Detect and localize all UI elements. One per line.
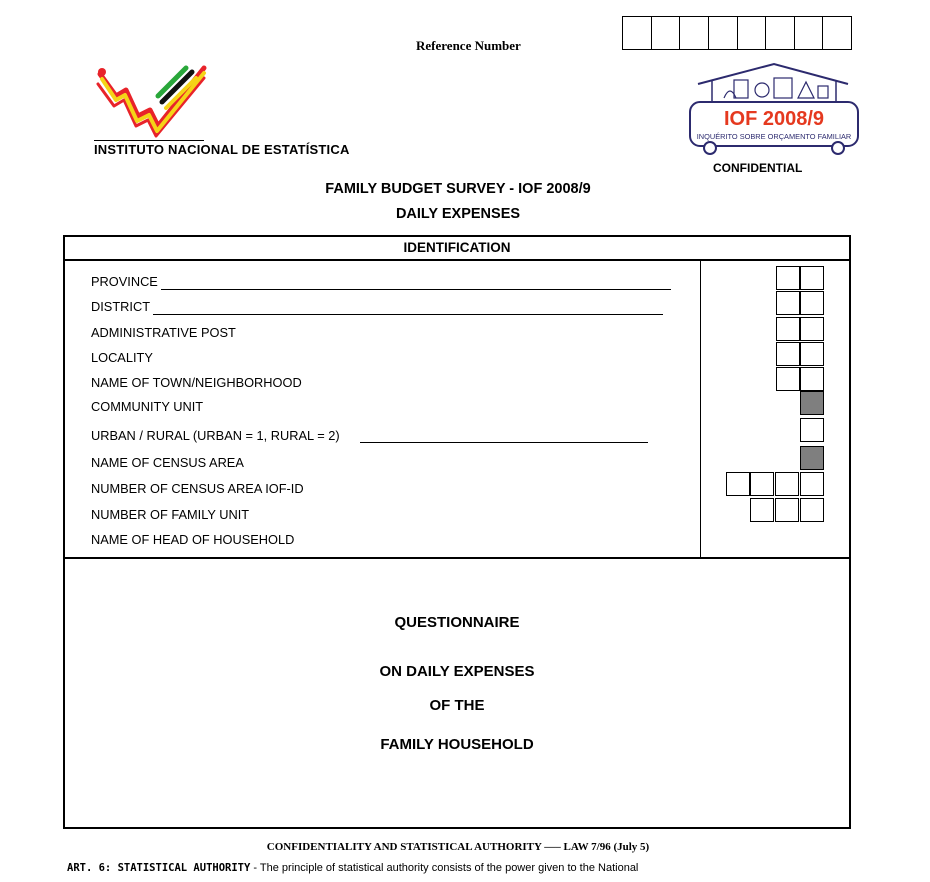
reference-number-label: Reference Number <box>416 38 521 53</box>
urban-rural-label: URBAN / RURAL (URBAN = 1, RURAL = 2) <box>91 428 340 443</box>
reference-digit-box[interactable] <box>680 17 709 49</box>
census-number-code-box[interactable] <box>800 472 824 496</box>
article-6-line <box>67 862 638 874</box>
district-code-box[interactable] <box>800 291 824 315</box>
questionnaire-line-2: ON DAILY EXPENSES <box>379 663 535 680</box>
town-neighborhood-label: NAME OF TOWN/NEIGHBORHOOD <box>91 375 302 390</box>
census-number-code-box[interactable] <box>726 472 750 496</box>
province-label: PROVINCE <box>91 274 158 289</box>
town-code-box[interactable] <box>776 367 800 391</box>
survey-title: FAMILY BUDGET SURVEY - IOF 2008/9 <box>325 181 591 197</box>
reference-digit-box[interactable] <box>823 17 851 49</box>
locality-label: LOCALITY <box>91 350 153 365</box>
locality-code-box[interactable] <box>776 342 800 366</box>
reference-digit-box[interactable] <box>709 17 738 49</box>
family-unit-code-box[interactable] <box>800 498 824 522</box>
code-column-divider <box>700 261 701 557</box>
town-code-box[interactable] <box>800 367 824 391</box>
reference-digit-box[interactable] <box>623 17 652 49</box>
identification-header: IDENTIFICATION <box>63 235 851 261</box>
province-input-line[interactable] <box>161 289 671 290</box>
section-divider <box>63 557 851 559</box>
locality-code-box[interactable] <box>800 342 824 366</box>
district-input-line[interactable] <box>153 314 663 315</box>
iof-logo-title: IOF 2008/9 <box>723 108 825 130</box>
article-6-text: - The principle of statistical authority consists of the power given to the National <box>250 862 639 874</box>
questionnaire-line-3: OF THE <box>429 697 485 714</box>
census-number-code-box[interactable] <box>750 472 774 496</box>
census-area-number-label: NUMBER OF CENSUS AREA IOF-ID <box>91 481 304 496</box>
family-unit-number-label: NUMBER OF FAMILY UNIT <box>91 507 250 522</box>
family-unit-code-box[interactable] <box>775 498 799 522</box>
survey-subtitle: DAILY EXPENSES <box>395 206 521 222</box>
district-label: DISTRICT <box>91 299 151 314</box>
iof-logo-subtitle: INQUÉRITO SOBRE ORÇAMENTO FAMILIAR <box>696 132 852 141</box>
administrative-post-label: ADMINISTRATIVE POST <box>91 325 236 340</box>
reference-digit-box[interactable] <box>738 17 767 49</box>
admin-post-code-box[interactable] <box>800 317 824 341</box>
urban-rural-input-line[interactable] <box>360 442 648 443</box>
confidentiality-law-line: CONFIDENTIALITY AND STATISTICAL AUTHORITY —– LAW 7/96 (July 5) <box>266 841 650 853</box>
district-code-box[interactable] <box>776 291 800 315</box>
reference-digit-box[interactable] <box>795 17 824 49</box>
questionnaire-line-4: FAMILY HOUSEHOLD <box>380 736 534 753</box>
questionnaire-title: QUESTIONNAIRE <box>394 614 520 631</box>
reference-digit-box[interactable] <box>766 17 795 49</box>
article-6-label: ART. 6: STATISTICAL AUTHORITY <box>67 862 251 874</box>
community-unit-shaded-box <box>800 391 824 415</box>
ine-logo <box>92 60 222 145</box>
community-unit-label: COMMUNITY UNIT <box>91 399 204 414</box>
province-code-box[interactable] <box>800 266 824 290</box>
iof-logo <box>688 62 860 156</box>
ine-logo-rule <box>94 140 204 141</box>
head-of-household-label: NAME OF HEAD OF HOUSEHOLD <box>91 532 295 547</box>
urban-rural-code-box[interactable] <box>800 418 824 442</box>
census-area-shaded-box <box>800 446 824 470</box>
confidential-label: CONFIDENTIAL <box>713 161 803 175</box>
admin-post-code-box[interactable] <box>776 317 800 341</box>
province-code-box[interactable] <box>776 266 800 290</box>
reference-number-boxes[interactable] <box>622 16 852 50</box>
census-area-name-label: NAME OF CENSUS AREA <box>91 455 244 470</box>
organization-name: INSTITUTO NACIONAL DE ESTATÍSTICA <box>94 142 350 157</box>
census-number-code-box[interactable] <box>775 472 799 496</box>
family-unit-code-box[interactable] <box>750 498 774 522</box>
reference-digit-box[interactable] <box>652 17 681 49</box>
